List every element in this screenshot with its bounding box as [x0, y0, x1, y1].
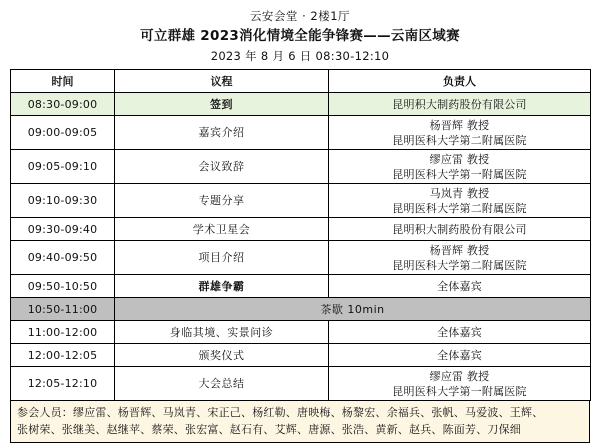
row-person-line: 昆明积大制药股份有限公司: [392, 222, 527, 236]
row-topic: 会议致辞: [115, 150, 329, 184]
row-topic: 身临其境、实景问诊: [115, 321, 329, 344]
row-person-affiliation: 昆明医科大学第二附属医院: [392, 201, 527, 215]
row-person: [329, 93, 591, 116]
row-person: [329, 241, 591, 275]
row-person: [329, 184, 591, 218]
row-time: 09:40-09:50: [11, 241, 115, 275]
row-person-line: 杨晋辉 教授: [429, 118, 490, 132]
row-person-line: 全体嘉宾: [437, 348, 482, 362]
agenda-table-body: [11, 93, 591, 401]
row-person: [329, 275, 591, 298]
row-person: [329, 116, 591, 150]
row-time: 09:00-09:05: [11, 116, 115, 150]
table-row: [11, 344, 591, 367]
row-time: 11:00-12:00: [11, 321, 115, 344]
row-topic: 群雄争霸: [115, 275, 329, 298]
row-person-line: 全体嘉宾: [437, 279, 482, 293]
agenda-table: [10, 69, 591, 401]
members-line-1: 参会人员：缪应雷、杨晋辉、马岚青、宋正己、杨红勒、唐映梅、杨黎宏、余福兵、张帆、马爱波、王辉、: [17, 406, 544, 419]
row-person-line: 杨晋辉 教授: [429, 243, 490, 257]
row-time: 09:30-09:40: [11, 218, 115, 241]
row-time: 09:05-09:10: [11, 150, 115, 184]
table-row: [11, 150, 591, 184]
row-topic: 茶歇 10min: [115, 298, 591, 321]
row-person-line: 昆明积大制药股份有限公司: [392, 97, 527, 111]
table-row: [11, 218, 591, 241]
table-row: [11, 321, 591, 344]
table-row-break: [11, 298, 591, 321]
row-person: [329, 344, 591, 367]
members-block: [10, 401, 590, 443]
row-person-line: 马岚青 教授: [429, 186, 490, 200]
row-time: 08:30-09:00: [11, 93, 115, 116]
row-time: 12:00-12:05: [11, 344, 115, 367]
row-person-affiliation: 昆明医科大学第二附属医院: [392, 133, 527, 147]
row-topic: 颁奖仪式: [115, 344, 329, 367]
row-time: 09:50-10:50: [11, 275, 115, 298]
row-person-line: 缪应雷 教授: [429, 152, 490, 166]
venue-text: 云安会堂 · 2楼1厅: [249, 9, 351, 23]
row-topic: 学术卫星会: [115, 218, 329, 241]
row-person-affiliation: 昆明医科大学第二附属医院: [392, 258, 527, 272]
column-header-topic: 议程: [115, 70, 329, 93]
row-person: [329, 218, 591, 241]
column-header-person: 负责人: [329, 70, 591, 93]
row-topic: 项目介绍: [115, 241, 329, 275]
table-row: [11, 184, 591, 218]
row-person-affiliation: 昆明医科大学第一附属医院: [392, 167, 527, 181]
members-line-2: 张树荣、张继美、赵继苹、蔡荣、张宏富、赵石有、艾辉、唐源、张浩、黄新、赵兵、陈面芳、刀保细: [17, 423, 521, 436]
row-topic: 大会总结: [115, 367, 329, 401]
table-row: [11, 93, 591, 116]
table-row: [11, 275, 591, 298]
table-row: [11, 241, 591, 275]
event-datetime: 2023 年 8 月 6 日 08:30-12:10: [210, 49, 390, 63]
table-header-row: [11, 70, 591, 93]
row-time: 12:05-12:10: [11, 367, 115, 401]
column-header-time: 时间: [11, 70, 115, 93]
row-person-line: 全体嘉宾: [437, 325, 482, 339]
row-time: 09:10-09:30: [11, 184, 115, 218]
row-topic: 嘉宾介绍: [115, 116, 329, 150]
row-person: [329, 367, 591, 401]
row-topic: 签到: [115, 93, 329, 116]
row-person-affiliation: 昆明医科大学第一附属医院: [392, 384, 527, 398]
row-person-line: 缪应雷 教授: [429, 369, 490, 383]
document-header: [10, 6, 590, 66]
page-title: 可立群雄 2023消化情境全能争锋赛——云南区域赛: [140, 28, 460, 44]
table-row: [11, 116, 591, 150]
row-time: 10:50-11:00: [11, 298, 115, 321]
row-person: [329, 321, 591, 344]
table-row: [11, 367, 591, 401]
row-person: [329, 150, 591, 184]
row-topic: 专题分享: [115, 184, 329, 218]
